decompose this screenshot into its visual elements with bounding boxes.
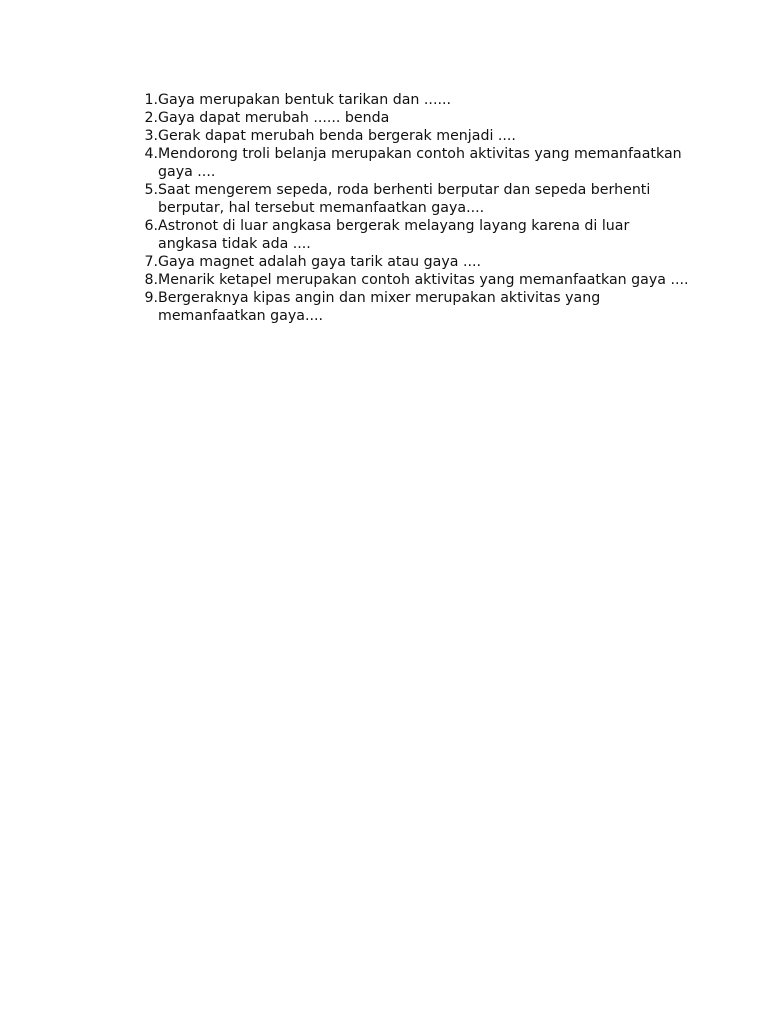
question-line: Mendorong troli belanja merupakan contoh aktivitas yang memanfaatkan — [158, 146, 682, 162]
question-number: 7. — [144, 254, 158, 270]
question-text — [158, 271, 690, 289]
question-line: angkasa tidak ada .... — [158, 236, 311, 252]
question-text — [158, 181, 690, 217]
question-number: 5. — [144, 182, 158, 198]
question-list — [130, 91, 690, 325]
question-number: 6. — [144, 218, 158, 234]
question-number: 9. — [144, 290, 158, 306]
question-line: Gaya dapat merubah ...... benda — [158, 110, 390, 126]
question-item-3 — [130, 127, 690, 145]
question-text — [158, 217, 690, 253]
question-line: Bergeraknya kipas angin dan mixer merupakan aktivitas yang — [158, 290, 601, 306]
question-text — [158, 109, 690, 127]
question-line: Menarik ketapel merupakan contoh aktivitas yang memanfaatkan gaya .... — [158, 272, 689, 288]
question-text — [158, 145, 690, 181]
question-item-5 — [130, 181, 690, 217]
question-line: berputar, hal tersebut memanfaatkan gaya.... — [158, 200, 485, 216]
question-line: Gerak dapat merubah benda bergerak menjadi .... — [158, 128, 516, 144]
question-item-6 — [130, 217, 690, 253]
question-number: 1. — [144, 92, 158, 108]
question-item-7 — [130, 253, 690, 271]
question-line: memanfaatkan gaya.... — [158, 308, 323, 324]
question-text — [158, 253, 690, 271]
question-item-8 — [130, 271, 690, 289]
question-text — [158, 91, 690, 109]
question-line: Gaya magnet adalah gaya tarik atau gaya .... — [158, 254, 481, 270]
question-item-2 — [130, 109, 690, 127]
question-number: 4. — [144, 146, 158, 162]
question-text — [158, 127, 690, 145]
question-number: 2. — [144, 110, 158, 126]
question-number: 8. — [144, 272, 158, 288]
question-line: Gaya merupakan bentuk tarikan dan ...... — [158, 92, 451, 108]
question-item-4 — [130, 145, 690, 181]
question-line: Saat mengerem sepeda, roda berhenti berputar dan sepeda berhenti — [158, 182, 651, 198]
question-line: gaya .... — [158, 164, 216, 180]
question-text — [158, 289, 690, 325]
question-line: Astronot di luar angkasa bergerak melayang layang karena di luar — [158, 218, 630, 234]
question-item-9 — [130, 289, 690, 325]
question-item-1 — [130, 91, 690, 109]
question-number: 3. — [144, 128, 158, 144]
